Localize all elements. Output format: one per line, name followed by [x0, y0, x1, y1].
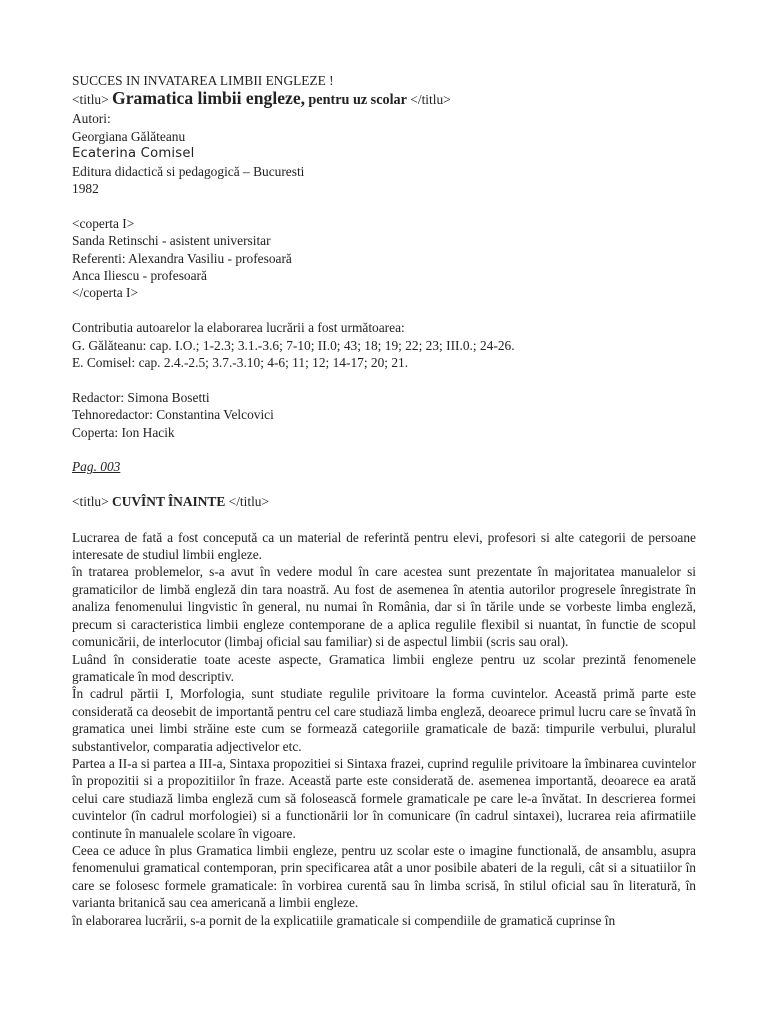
title-close-tag: </titlu>: [410, 92, 451, 108]
cover-open-tag: <coperta I>: [72, 215, 135, 231]
year: 1982: [72, 181, 99, 197]
author-2: Ecaterina Comisel: [72, 146, 195, 162]
credit-coperta: Coperta: Ion Hacik: [72, 424, 175, 440]
body-paragraph: în tratarea problemelor, s-a avut în vedere modul în care acestea sunt prezentate în majoritatea manualelor si gramaticilor de limbă engleză din tara noastră. Au fost de asemenea în atentia autorilor progresele înregistrate în analiza fenomenului lingvistic în general, nu numai în România, dar si în tările unde se vorbeste limba engleză, precum si caracteristica limbii engleze contemporane de a aplica regulile flexibil si nuantat, în functie de scopul comunicării, de interlocutor (limbaj oficial sau familiar) si de aspectul limbii (scris sau oral).: [72, 564, 696, 650]
page-marker: Pag. 003: [72, 459, 121, 475]
authors-label: Autori:: [72, 111, 111, 127]
body-paragraph: Luând în consideratie toate aceste aspecte, Gramatica limbii engleze pentru uz scolar prezintă fenomenele gramaticale în mod descriptiv.: [72, 651, 696, 684]
spacer: [72, 302, 696, 319]
title-open-tag: <titlu>: [72, 92, 109, 108]
cover-line-1: Sanda Retinschi - asistent universitar: [72, 233, 271, 249]
contributions-line-1: G. Gălăteanu: cap. I.O.; 1-2.3; 3.1.-3.6; 7-10; II.0; 43; 18; 19; 22; 23; III.0.; 24-26.: [72, 337, 515, 353]
spacer: [72, 441, 696, 458]
body-paragraph: Lucrarea de fată a fost concepută ca un material de referintă pentru elevi, profesori si alte categorii de persoane interesate de studiul limbii engleze.: [72, 529, 696, 563]
body-paragraph: Ceea ce aduce în plus Gramatica limbii engleze, pentru uz scolar este o imagine functională, de ansamblu, asupra fenomenului gramatical contemporan, prin specificarea atât a unor posibile abateri de la reguli, cât si a situatiilor în care se folosesc formele gramaticale: în vorbirea curentă sau în limba scrisă, în stilul oficial sau în literatură, în varianta britanică sau cea americană a limbii engleze.: [72, 842, 696, 911]
spacer: [72, 476, 696, 493]
body-paragraph: Partea a II-a si partea a III-a, Sintaxa propozitiei si Sintaxa frazei, cuprind regulile privitoare la îmbinarea cuvintelor în propozitii si a propozitiilor în fraze. Această parte este considerată de. asemenea importantă, deoarece ea arată celui care studiază limba engleză cum să folosească formele gramaticale pe care le-a învătat. In descrierea formei cuvintelor (în cadrul morfologiei) si a functionării lor în comunicare (în cadrul sintaxei), lucrarea reia afirmatiile continute în manualele scolare în vigoare.: [72, 755, 696, 841]
section-close-tag: </titlu>: [228, 494, 270, 510]
body-paragraph: în elaborarea lucrării, s-a pornit de la explicatiile gramaticale si compendiile de gramatică cuprinse în: [72, 912, 616, 928]
contributions-line-2: E. Comisel: cap. 2.4.-2.5; 3.7.-3.10; 4-6; 11; 12; 14-17; 20; 21.: [72, 355, 409, 371]
publisher: Editura didactică si pedagogică – Bucuresti: [72, 163, 305, 179]
section-open-tag: <titlu>: [72, 494, 109, 510]
top-line: SUCCES IN INVATAREA LIMBII ENGLEZE !: [72, 73, 334, 88]
spacer: [72, 197, 696, 214]
section-title: CUVÎNT ÎNAINTE: [112, 494, 226, 510]
book-title: Gramatica limbii engleze,: [112, 88, 306, 109]
body-text: [72, 529, 696, 929]
body-paragraph: În cadrul părtii I, Morfologia, sunt studiate regulile privitoare la forma cuvintelor. Această primă parte este considerată ca deosebit de importantă pentru cel care studiază limba engleză, deoarece primul lucru care se învată în gramatica unei limbi străine este cum se formează categoriile gramaticale de bază: timpurile verbului, pluralul substantivelor, comparatia adjectivelor etc.: [72, 686, 696, 754]
contributions-intro: Contributia autoarelor la elaborarea lucrării a fost următoarea:: [72, 320, 405, 336]
cover-close-tag: </coperta I>: [72, 285, 139, 301]
book-title-line: [72, 89, 696, 110]
book-subtitle: pentru uz scolar: [308, 92, 407, 109]
author-1: Georgiana Gălăteanu: [72, 128, 186, 144]
credit-tehnoredactor: Tehnoredactor: Constantina Velcovici: [72, 407, 274, 423]
cover-line-2: Referenti: Alexandra Vasiliu - profesoară: [72, 250, 292, 266]
section-heading: [72, 493, 696, 510]
credit-redactor: Redactor: Simona Bosetti: [72, 389, 210, 405]
spacer: [72, 371, 696, 388]
cover-line-3: Anca Iliescu - profesoară: [72, 268, 207, 284]
